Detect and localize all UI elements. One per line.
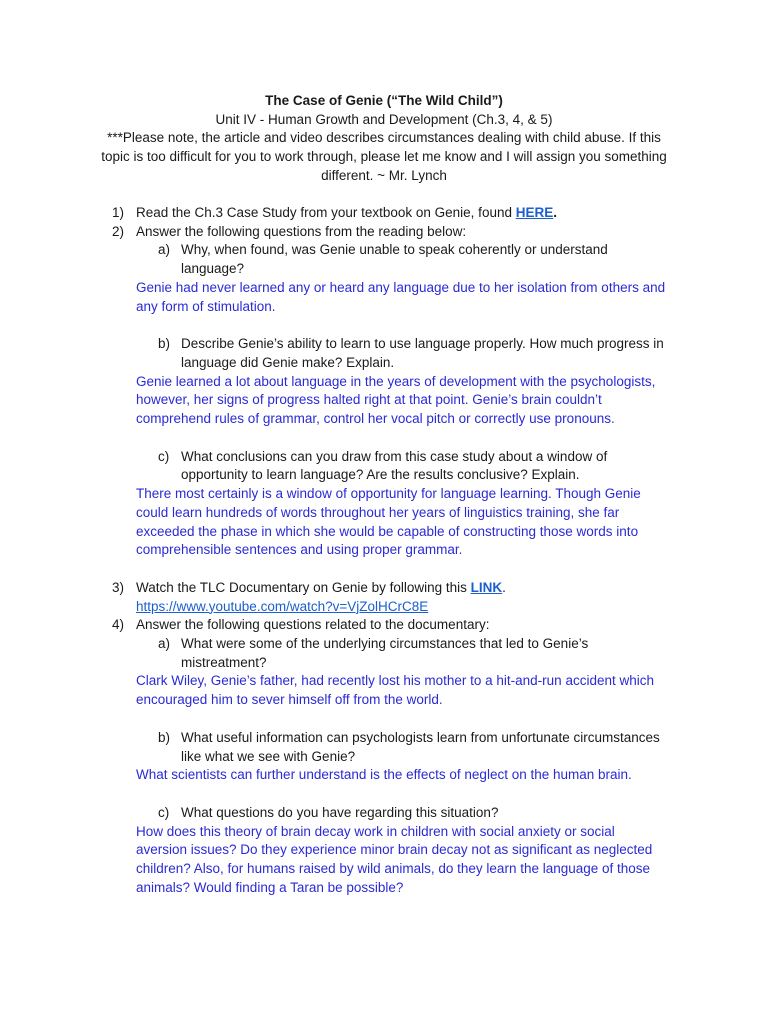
question-line: Describe Genie’s ability to learn to use language properly. How much progress in (181, 336, 664, 352)
answer-line: could learn hundreds of words throughout her years of linguistics training, she far (136, 504, 620, 520)
question-line: Why, when found, was Genie unable to speak coherently or understand (181, 242, 608, 258)
question-letter: b) (158, 336, 171, 352)
item-text: Answer the following questions from the reading below: (136, 223, 467, 239)
answer-line: comprehend rules of grammar, control her vocal pitch or correctly use pronouns. (136, 411, 615, 427)
answer-line: however, her signs of progress halted right at that point. Genie’s brain couldn’t (136, 392, 602, 408)
item-number: 4) (112, 617, 125, 633)
answer-2c (0, 485, 768, 560)
list-item-4 (0, 616, 768, 635)
question-4a (0, 635, 768, 672)
youtube-url-link[interactable]: https://www.youtube.com/watch?v=VjZolHCrC8E (136, 598, 429, 614)
note-line-1: ***Please note, the article and video describes circumstances dealing with child abuse. If this (107, 130, 661, 146)
answer-line: encouraged him to sever himself off from the world. (136, 692, 443, 708)
question-line: language? (181, 261, 245, 277)
answer-line: Genie learned a lot about language in the years of development with the psychologists, (136, 373, 656, 389)
question-line: What useful information can psychologists learn from unfortunate circumstances (181, 729, 660, 745)
answer-line: aversion issues? Do they experience minor brain decay not as significant as neglected (136, 842, 653, 858)
list-item-1 (0, 204, 768, 223)
question-letter: c) (158, 804, 170, 820)
question-line: opportunity to learn language? Are the results conclusive? Explain. (181, 467, 580, 483)
item-text: Answer the following questions related to the documentary: (136, 617, 490, 633)
note-line-3: different. ~ Mr. Lynch (321, 167, 447, 183)
question-line: What questions do you have regarding this situation? (181, 804, 499, 820)
answer-line: children? Also, for humans raised by wild animals, do they learn the language of those (136, 861, 651, 877)
item-punct: . (502, 579, 506, 595)
item-number: 3) (112, 579, 125, 595)
question-letter: a) (158, 242, 171, 258)
answer-line: Genie had never learned any or heard any language due to her isolation from others and (136, 279, 666, 295)
answer-line: comprehensible sentences and using proper grammar. (136, 542, 463, 558)
question-letter: a) (158, 636, 171, 652)
question-letter: b) (158, 729, 171, 745)
answer-line: How does this theory of brain decay work in children with social anxiety or social (136, 823, 615, 839)
item-number: 2) (112, 223, 125, 239)
question-line: mistreatment? (181, 654, 267, 670)
answer-4b (0, 766, 768, 785)
question-letter: c) (158, 448, 170, 464)
note-line-2: topic is too difficult for you to work through, please let me know and I will assign you something (101, 149, 667, 165)
list-item-2 (0, 223, 768, 242)
answer-2b (0, 373, 768, 429)
question-line: like what we see with Genie? (181, 748, 356, 764)
question-2c (0, 448, 768, 485)
answer-4a (0, 672, 768, 709)
question-list (0, 204, 768, 898)
question-2b (0, 335, 768, 372)
question-4c (0, 804, 768, 823)
answer-line: There most certainly is a window of opportunity for language learning. Though Genie (136, 486, 641, 502)
question-line: What conclusions can you draw from this case study about a window of (181, 448, 608, 464)
here-link[interactable]: HERE (515, 205, 554, 220)
item-number: 1) (112, 205, 125, 220)
answer-line: Clark Wiley, Genie’s father, had recently lost his mother to a hit-and-run accident which (136, 673, 654, 689)
answer-line: What scientists can further understand is the effects of neglect on the human brain. (136, 767, 632, 783)
document-title: The Case of Genie (“The Wild Child”) (265, 93, 503, 108)
unit-subtitle: Unit IV - Human Growth and Development (Ch.3, 4, & 5) (215, 111, 553, 127)
item-punct: . (553, 205, 558, 220)
answer-4c (0, 823, 768, 898)
question-line: What were some of the underlying circumstances that led to Genie’s (181, 636, 589, 652)
answer-2a (0, 279, 768, 316)
item-text: Watch the TLC Documentary on Genie by following this (136, 579, 471, 595)
question-4b (0, 729, 768, 766)
documentary-link[interactable]: LINK (470, 579, 503, 595)
document-header (80, 92, 688, 186)
answer-line: exceeded the phase in which she would be capable of constructing those words into (136, 523, 639, 539)
question-line: language did Genie make? Explain. (181, 354, 395, 370)
question-2a (0, 241, 768, 278)
answer-line: animals? Would finding a Taran be possible? (136, 879, 404, 895)
list-item-3 (0, 579, 768, 598)
item-text: Read the Ch.3 Case Study from your textbook on Genie, found (136, 205, 516, 220)
answer-line: any form of stimulation. (136, 298, 276, 314)
